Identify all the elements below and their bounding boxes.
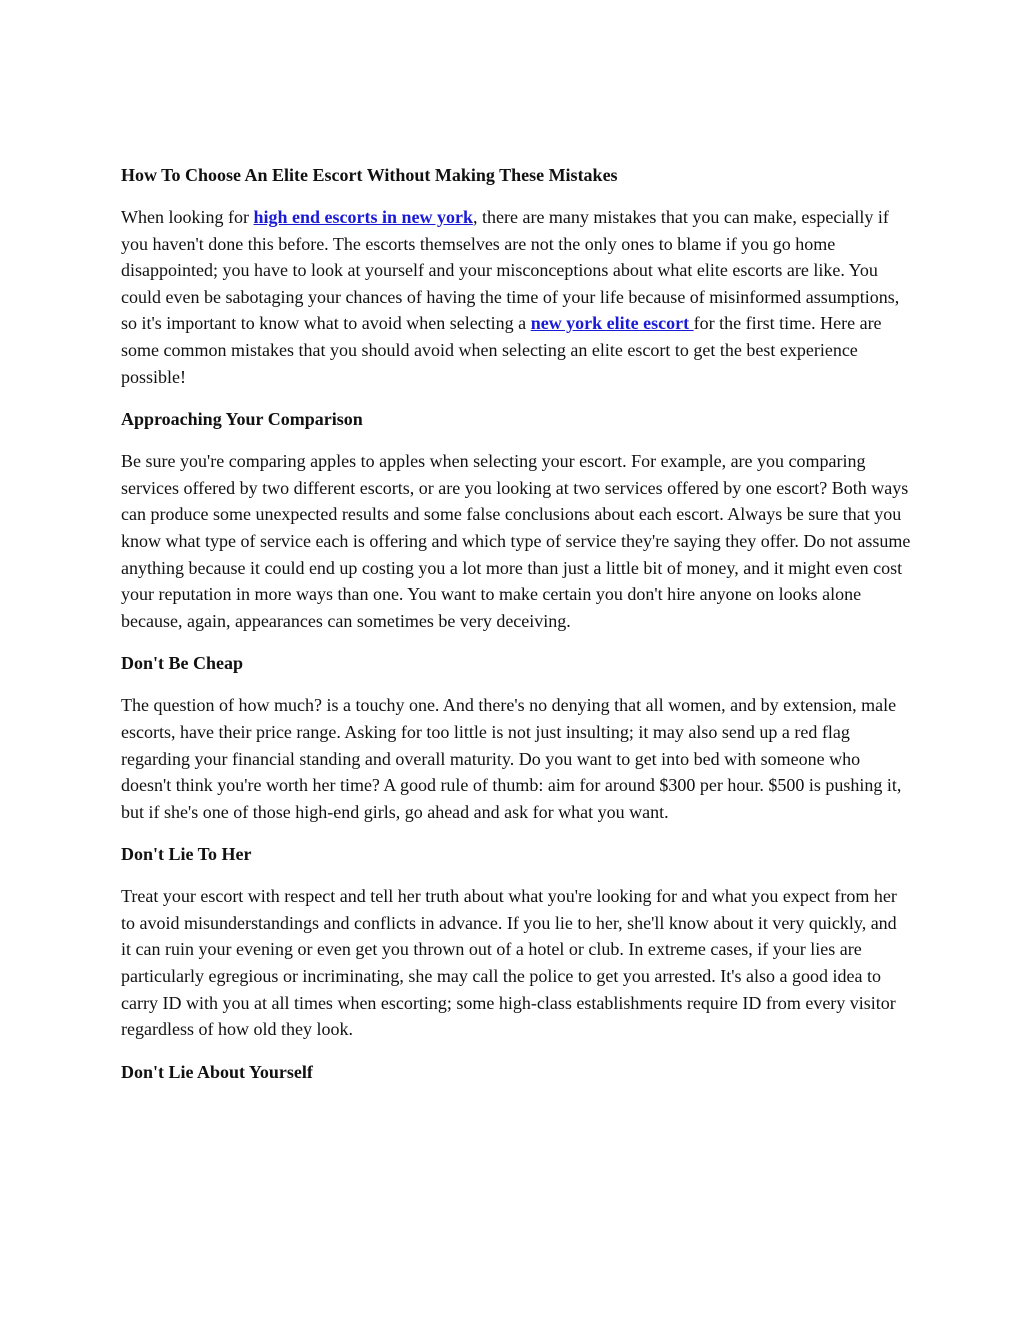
intro-text-2: , there are many mistakes that you can make, especially if you haven't done this before. The escorts themselves are not the only ones to blame if you go home disappointed; you have to look at yourself and your misconceptions about what elite escorts are like. You could even be sabotaging your chances of having the time of your life because of misinformed assumptions, so it's important to know what to avoid when selecting a (121, 207, 900, 334)
section-heading-cheap: Don't Be Cheap (121, 653, 244, 674)
section-body-comparison: Be sure you're comparing apples to apples when selecting your escort. For example, are you comparing services offered by two different escorts, or are you looking at two services offered by one escort? Both ways can produce some unexpected results and some false conclusions about each escort. Always be sure that you know what type of service each is offering and which type of service they're saying they offer. Do not assume anything because it could end up costing you a lot more than just a little bit of money, and it might even cost your reputation in more ways than one. You want to make certain you don't hire anyone on looks alone because, again, appearances can sometimes be very deceiving. (121, 451, 911, 631)
intro-text-1: When looking for (121, 207, 254, 227)
document-page (121, 162, 911, 1101)
section-body-lie-to-her: Treat your escort with respect and tell her truth about what you're looking for and what you expect from her to avoid misunderstandings and conflicts in advance. If you lie to her, she'll know about it very quickly, and it can ruin your evening or even get you thrown out of a hotel or club. In extreme cases, if your lies are particularly egregious or incriminating, she may call the police to get you arrested. It's also a good idea to carry ID with you at all times when escorting; some high-class establishments require ID from every visitor regardless of how old they look. (121, 886, 897, 1040)
elite-escort-link[interactable]: new york elite escort (530, 313, 694, 334)
section-body-cheap: The question of how much? is a touchy one. And there's no denying that all women, and by extension, male escorts, have their price range. Asking for too little is not just insulting; it may also send up a red flag regarding your financial standing and overall maturity. Do you want to get into bed with someone who doesn't think you're worth her time? A good rule of thumb: aim for around $300 per hour. $500 is pushing it, but if she's one of those high-end girls, go ahead and ask for what you want. (121, 695, 902, 822)
section-heading-comparison: Approaching Your Comparison (121, 409, 363, 430)
intro-paragraph (121, 204, 911, 390)
high-end-escorts-link[interactable]: high end escorts in new york (253, 207, 473, 227)
document-title: How To Choose An Elite Escort Without Making These Mistakes (121, 165, 618, 185)
intro-text-3: for the first time. Here are some common mistakes that you should avoid when selecting an elite escort to get the best experience possible! (121, 313, 882, 387)
section-heading-lie-to-her: Don't Lie To Her (121, 844, 252, 865)
section-heading-lie-about-yourself: Don't Lie About Yourself (121, 1061, 313, 1082)
